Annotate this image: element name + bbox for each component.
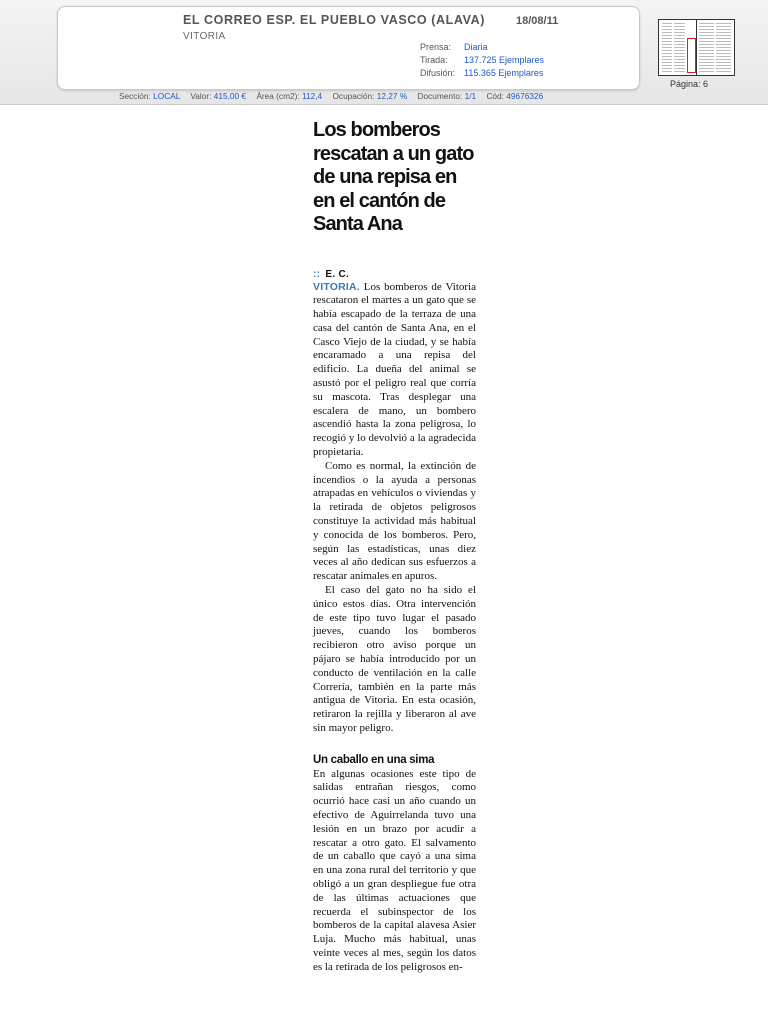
clipping-info-bar bbox=[119, 91, 543, 101]
thumbnail-column bbox=[716, 23, 731, 72]
info-label: Cód: bbox=[486, 91, 504, 101]
byline-author: E. C. bbox=[325, 268, 350, 280]
thumbnail-page-divider bbox=[696, 20, 697, 75]
paragraph-text: Los bomberos de Vitoria rescataron el martes a un gato que se había escapado de la terraza de una casa del cantón de Santa Ana, en el Casco Viejo de la ciudad, y se había encaramado a una repisa del edificio. La dueña del animal se asustó por el peligro real que corría su mascota. Tras desplegar una escalera de mano, un bombero ascendió hasta la zona peligrosa, lo recogió y lo devolvió a la agradecida propietaria. bbox=[313, 280, 476, 459]
info-seccion-value: LOCAL bbox=[153, 91, 181, 101]
meta-label: Tirada: bbox=[420, 55, 448, 65]
info-label: Valor: bbox=[190, 91, 212, 101]
meta-prensa bbox=[420, 42, 488, 52]
page-thumbnail[interactable] bbox=[658, 19, 735, 76]
publication-city: VITORIA bbox=[183, 31, 226, 42]
meta-value: Diaria bbox=[464, 42, 488, 52]
meta-label: Prensa: bbox=[420, 42, 452, 52]
thumbnail-column bbox=[662, 23, 672, 72]
publication-card bbox=[57, 6, 640, 90]
article-dateline: VITORIA. bbox=[313, 280, 360, 293]
article-subheading: Un caballo en una sima bbox=[313, 753, 435, 766]
thumbnail-article-highlight bbox=[687, 38, 696, 73]
article-headline: Los bomberos rescatan a un gato de una repisa en en el cantón de Santa Ana bbox=[313, 119, 474, 235]
info-label: Documento: bbox=[417, 91, 463, 101]
page-number: 6 bbox=[703, 79, 709, 89]
article-paragraph: En algunas ocasiones este tipo de salidas entrañan riesgos, como ocurrió hace casi un año cuando un efectivo de Aguirrelanda tuvo una lesión en un brazo por acudir a rescatar a otro gato. El salvamento de un caballo que cayó a una sima en una zona rural del territorio y que obligó a un gran despliegue fue otra de las últimas actuaciones que recuerda el subinspector de los bomberos de la capital alavesa Asier Luja. Mucho más habitual, unas veinte veces al mes, según los datos es la retirada de los peligrosos en- bbox=[313, 767, 476, 973]
article-paragraph: Como es normal, la extinción de incendios o la ayuda a personas atrapadas en vehículos o viviendas y la retirada de objetos peligrosos constituye la actividad más habitual y conocida de los bomberos. Pero, según las estadísticas, unas diez veces al año dedican sus esfuerzos a rescatar animales en apuros. bbox=[313, 459, 476, 583]
info-valor-value: 415,00 € bbox=[213, 91, 247, 101]
meta-value: 115.365 Ejemplares bbox=[464, 68, 544, 78]
publication-date: 18/08/11 bbox=[516, 15, 559, 27]
info-label: Área (cm2): bbox=[256, 91, 300, 101]
info-label: Ocupación: bbox=[332, 91, 375, 101]
article-byline bbox=[313, 269, 476, 280]
info-label: Sección: bbox=[119, 91, 151, 101]
article bbox=[313, 119, 476, 975]
meta-tirada bbox=[420, 55, 544, 65]
publication-name: EL CORREO ESP. EL PUEBLO VASCO (ALAVA) bbox=[183, 13, 486, 27]
info-ocupacion-value: 12,27 % bbox=[376, 91, 408, 101]
page-indicator bbox=[670, 79, 708, 89]
info-codigo-value: 49676326 bbox=[506, 91, 544, 101]
info-documento-value: 1/1 bbox=[464, 91, 477, 101]
article-paragraph bbox=[313, 281, 476, 460]
meta-value: 137.725 Ejemplares bbox=[464, 55, 545, 65]
article-paragraph: El caso del gato no ha sido el único estos días. Otra intervención de este tipo tuvo lugar el pasado jueves, cuando los bomberos recibieron otro aviso porque un pájaro se había introducido por un conducto de ventilación en la calle Correría, también en la parte más antigua de Vitoria. En esta ocasión, retiraron la rejilla y liberaron al ave sin mayor peligro. bbox=[313, 584, 476, 734]
thumbnail-column bbox=[674, 23, 685, 72]
thumbnail-column bbox=[699, 23, 714, 72]
article-body bbox=[313, 281, 476, 975]
info-area-value: 112,4 bbox=[302, 91, 323, 101]
byline-mark-icon: :: bbox=[313, 268, 321, 280]
meta-difusion bbox=[420, 68, 543, 78]
page-label: Página: bbox=[670, 79, 701, 89]
meta-label: Difusión: bbox=[420, 68, 456, 78]
